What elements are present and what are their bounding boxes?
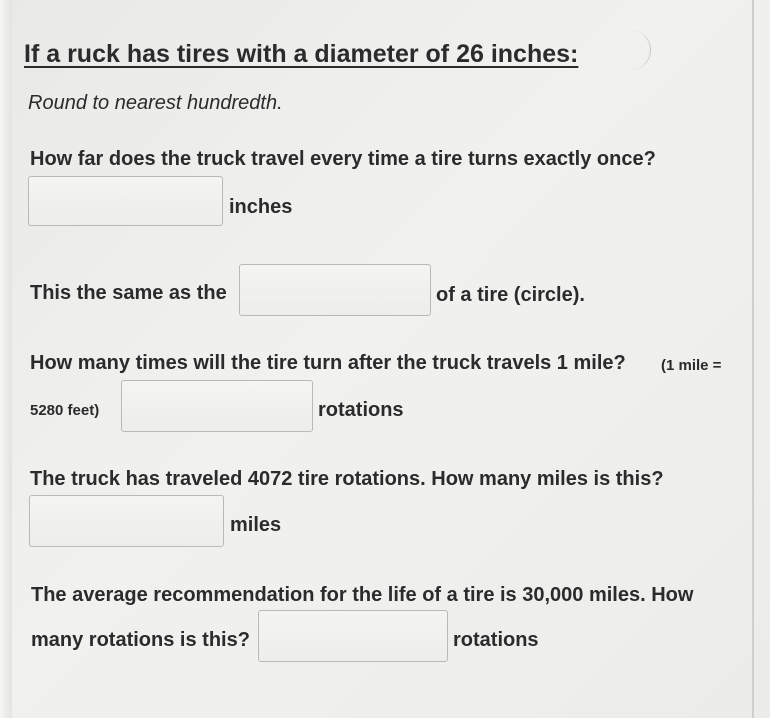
instructions: Round to nearest hundredth. [28,92,283,114]
question-2-suffix: of a tire (circle). [436,284,585,306]
question-5-answer-input[interactable] [258,610,448,662]
question-3-text: How many times will the tire turn after the truck travels 1 mile? [30,352,626,374]
question-3-note-line2: 5280 feet) [30,402,100,419]
question-1-text: How far does the truck travel every time a tire turns exactly once? [30,148,656,170]
page-title: If a ruck has tires with a diameter of 26 inches: [24,40,579,68]
question-1-unit: inches [229,196,293,218]
question-5-unit: rotations [453,629,539,651]
question-5-text-line2: many rotations is this? [31,629,250,651]
page-edge [0,0,12,718]
question-2-text: This the same as the [30,282,227,304]
question-4-answer-input[interactable] [29,495,224,547]
pen-mark [620,30,651,70]
question-3-answer-input[interactable] [121,380,313,432]
question-4-unit: miles [230,514,282,536]
question-1-answer-input[interactable] [28,176,223,226]
question-3-unit: rotations [318,399,404,421]
question-5-text-line1: The average recommendation for the life of a tire is 30,000 miles. How [31,584,694,606]
right-border [752,0,754,718]
question-2-answer-input[interactable] [239,264,431,316]
question-3-note-line1: (1 mile = [661,357,722,374]
question-4-text: The truck has traveled 4072 tire rotations. How many miles is this? [30,468,664,490]
